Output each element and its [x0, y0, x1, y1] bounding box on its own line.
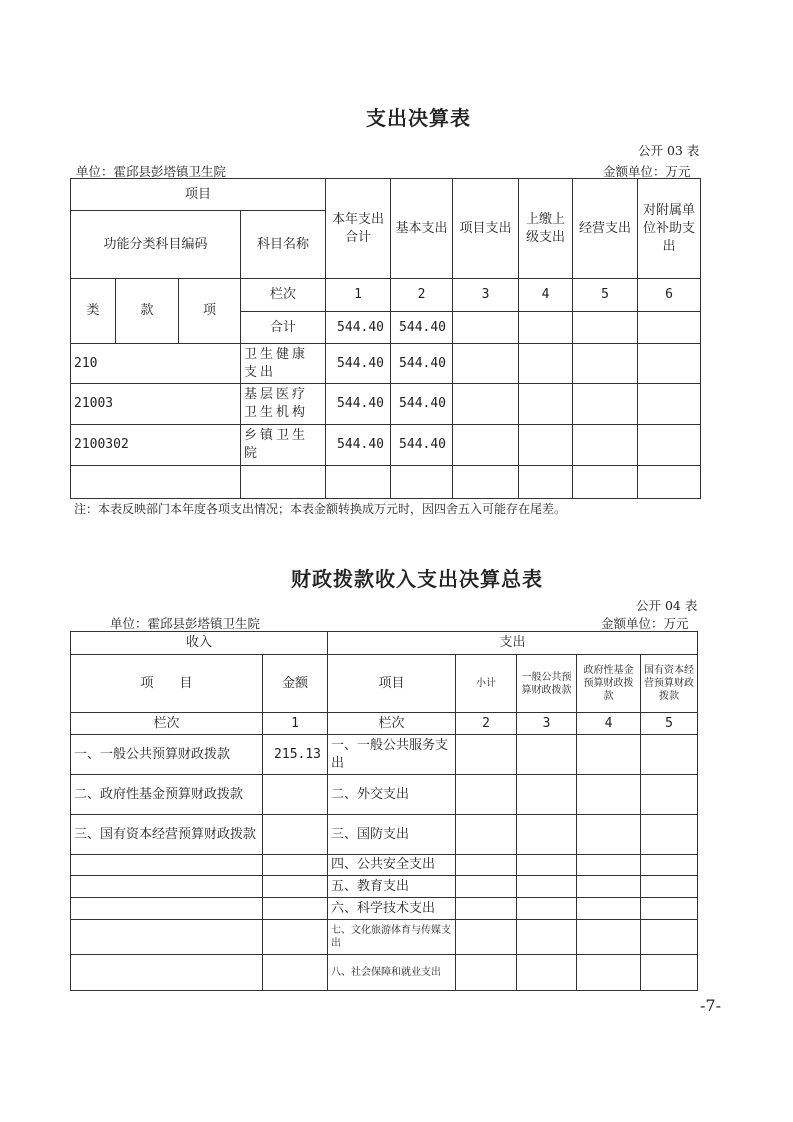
sum-basic: 544.40 [391, 312, 453, 344]
row-name: 卫生健康支出 [241, 344, 326, 384]
table-row [71, 920, 698, 955]
table-row [71, 344, 701, 384]
table03-unit: 单位：霍邱县彭塔镇卫生院 [76, 164, 227, 179]
header-basic: 基本支出 [391, 179, 453, 279]
row-basic: 544.40 [391, 384, 453, 425]
page-number: -7- [700, 996, 721, 1015]
col-number: 4 [577, 713, 641, 735]
header-income-item: 项 目 [71, 655, 263, 713]
table-row [71, 815, 698, 855]
header-item: 项目 [71, 179, 326, 211]
fiscal-summary-table [70, 631, 698, 991]
header-expense: 支出 [328, 632, 698, 655]
lanci-label: 栏次 [328, 713, 456, 735]
header-xiang: 项 [179, 279, 241, 344]
sum-label: 合计 [241, 312, 326, 344]
table-row [71, 425, 701, 466]
row-code: 2100302 [71, 425, 241, 466]
header-income: 收入 [71, 632, 328, 655]
income-item: 一、一般公共预算财政拨款 [71, 735, 263, 775]
col-number: 6 [638, 279, 701, 312]
header-general: 一般公共预算财政拨款 [517, 655, 577, 713]
expense-item: 七、文化旅游体育与传媒支出 [328, 920, 456, 955]
income-amount [263, 775, 328, 815]
table-row [71, 876, 698, 898]
income-amount: 215.13 [263, 735, 328, 775]
row-total: 544.40 [326, 425, 391, 466]
expense-table [70, 178, 701, 499]
row-name: 基层医疗卫生机构 [241, 384, 326, 425]
table-row [71, 898, 698, 920]
table04-title: 财政拨款收入支出决算总表 [291, 567, 543, 591]
col-number: 1 [326, 279, 391, 312]
income-amount [263, 815, 328, 855]
expense-item: 一、一般公共服务支出 [328, 735, 456, 775]
table03-code: 公开 03 表 [638, 143, 700, 158]
header-subject-name: 科目名称 [241, 211, 326, 279]
col-number: 3 [453, 279, 519, 312]
expense-item: 三、国防支出 [328, 815, 456, 855]
sum-total: 544.40 [326, 312, 391, 344]
col-number: 5 [573, 279, 638, 312]
expense-item: 四、公共安全支出 [328, 855, 456, 876]
table-row [71, 955, 698, 991]
expense-item: 六、科学技术支出 [328, 898, 456, 920]
col-number: 2 [456, 713, 517, 735]
table-row [71, 775, 698, 815]
table04-unit: 单位：霍邱县彭塔镇卫生院 [110, 616, 261, 631]
table-row [71, 735, 698, 775]
header-fund: 政府性基金预算财政拨款 [577, 655, 641, 713]
table03-note: 注：本表反映部门本年度各项支出情况；本表金额转换成万元时，因四舍五入可能存在尾差。 [74, 502, 567, 516]
row-name: 乡镇卫生院 [241, 425, 326, 466]
col-number: 1 [263, 713, 328, 735]
header-amount: 金额 [263, 655, 328, 713]
col-number: 5 [641, 713, 698, 735]
header-lei: 类 [71, 279, 116, 344]
col-number: 4 [519, 279, 573, 312]
row-total: 544.40 [326, 384, 391, 425]
row-code: 210 [71, 344, 241, 384]
table-row [71, 855, 698, 876]
header-expense-item: 项目 [328, 655, 456, 713]
table-row [71, 384, 701, 425]
row-basic: 544.40 [391, 344, 453, 384]
header-upper: 上缴上级支出 [519, 179, 573, 279]
table03-currency: 金额单位：万元 [603, 164, 691, 179]
table03-title: 支出决算表 [366, 106, 471, 130]
row-total: 544.40 [326, 344, 391, 384]
header-subsidy: 对附属单位补助支出 [638, 179, 701, 279]
row-code: 21003 [71, 384, 241, 425]
table04-currency: 金额单位：万元 [601, 616, 689, 631]
header-total: 本年支出合计 [326, 179, 391, 279]
income-item: 二、政府性基金预算财政拨款 [71, 775, 263, 815]
col-number: 3 [517, 713, 577, 735]
header-func-code: 功能分类科目编码 [71, 211, 241, 279]
header-kuan: 款 [116, 279, 179, 344]
expense-item: 二、外交支出 [328, 775, 456, 815]
col-number: 2 [391, 279, 453, 312]
lanci-label: 栏次 [241, 279, 326, 312]
lanci-label: 栏次 [71, 713, 263, 735]
header-subtotal: 小计 [456, 655, 517, 713]
expense-item: 八、社会保障和就业支出 [328, 955, 456, 991]
header-business: 经营支出 [573, 179, 638, 279]
header-project: 项目支出 [453, 179, 519, 279]
header-state: 国有资本经营预算财政拨款 [641, 655, 698, 713]
table04-code: 公开 04 表 [636, 598, 698, 613]
expense-item: 五、教育支出 [328, 876, 456, 898]
row-basic: 544.40 [391, 425, 453, 466]
income-item: 三、国有资本经营预算财政拨款 [71, 815, 263, 855]
